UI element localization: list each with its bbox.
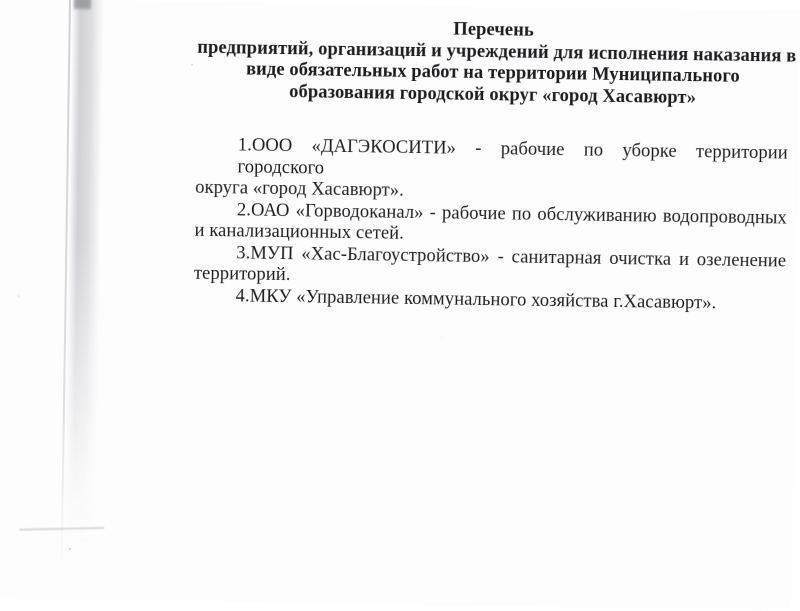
list-item-1 — [195, 135, 788, 208]
page-edge-smudge — [74, 0, 91, 9]
page-edge-shadow — [64, 0, 104, 539]
document-title — [197, 16, 797, 111]
title-line: образования городской округ «город Хасавюрт» — [289, 81, 697, 108]
list-item-line: округа «город Хасавюрт». — [195, 177, 405, 201]
list-item-line: и канализационных сетей. — [194, 220, 405, 244]
list-item-line: 3.МУП «Хас-Благоустройство» - санитарная очистка и озеленение — [236, 242, 787, 272]
title-line: виде обязательных работ на территории Муниципального — [245, 59, 741, 87]
title-line: предприятий, организаций и учреждений для исполнения наказания в — [197, 37, 797, 67]
list-item-line: территорий. — [193, 263, 291, 286]
list-item-line: 1.ООО «ДАГЭКОСИТИ» - рабочие по уборке территории городского — [237, 135, 788, 179]
list-item-line: 4.МКУ «Управление коммунального хозяйства г.Хасавюрт». — [235, 285, 717, 313]
title-line: Перечень — [453, 19, 535, 41]
document-content — [193, 16, 797, 316]
list-item-line: 2.ОАО «Горводоканал» - рабочие по обслуживанию водопроводных — [236, 199, 787, 229]
organizations-list — [193, 135, 787, 316]
